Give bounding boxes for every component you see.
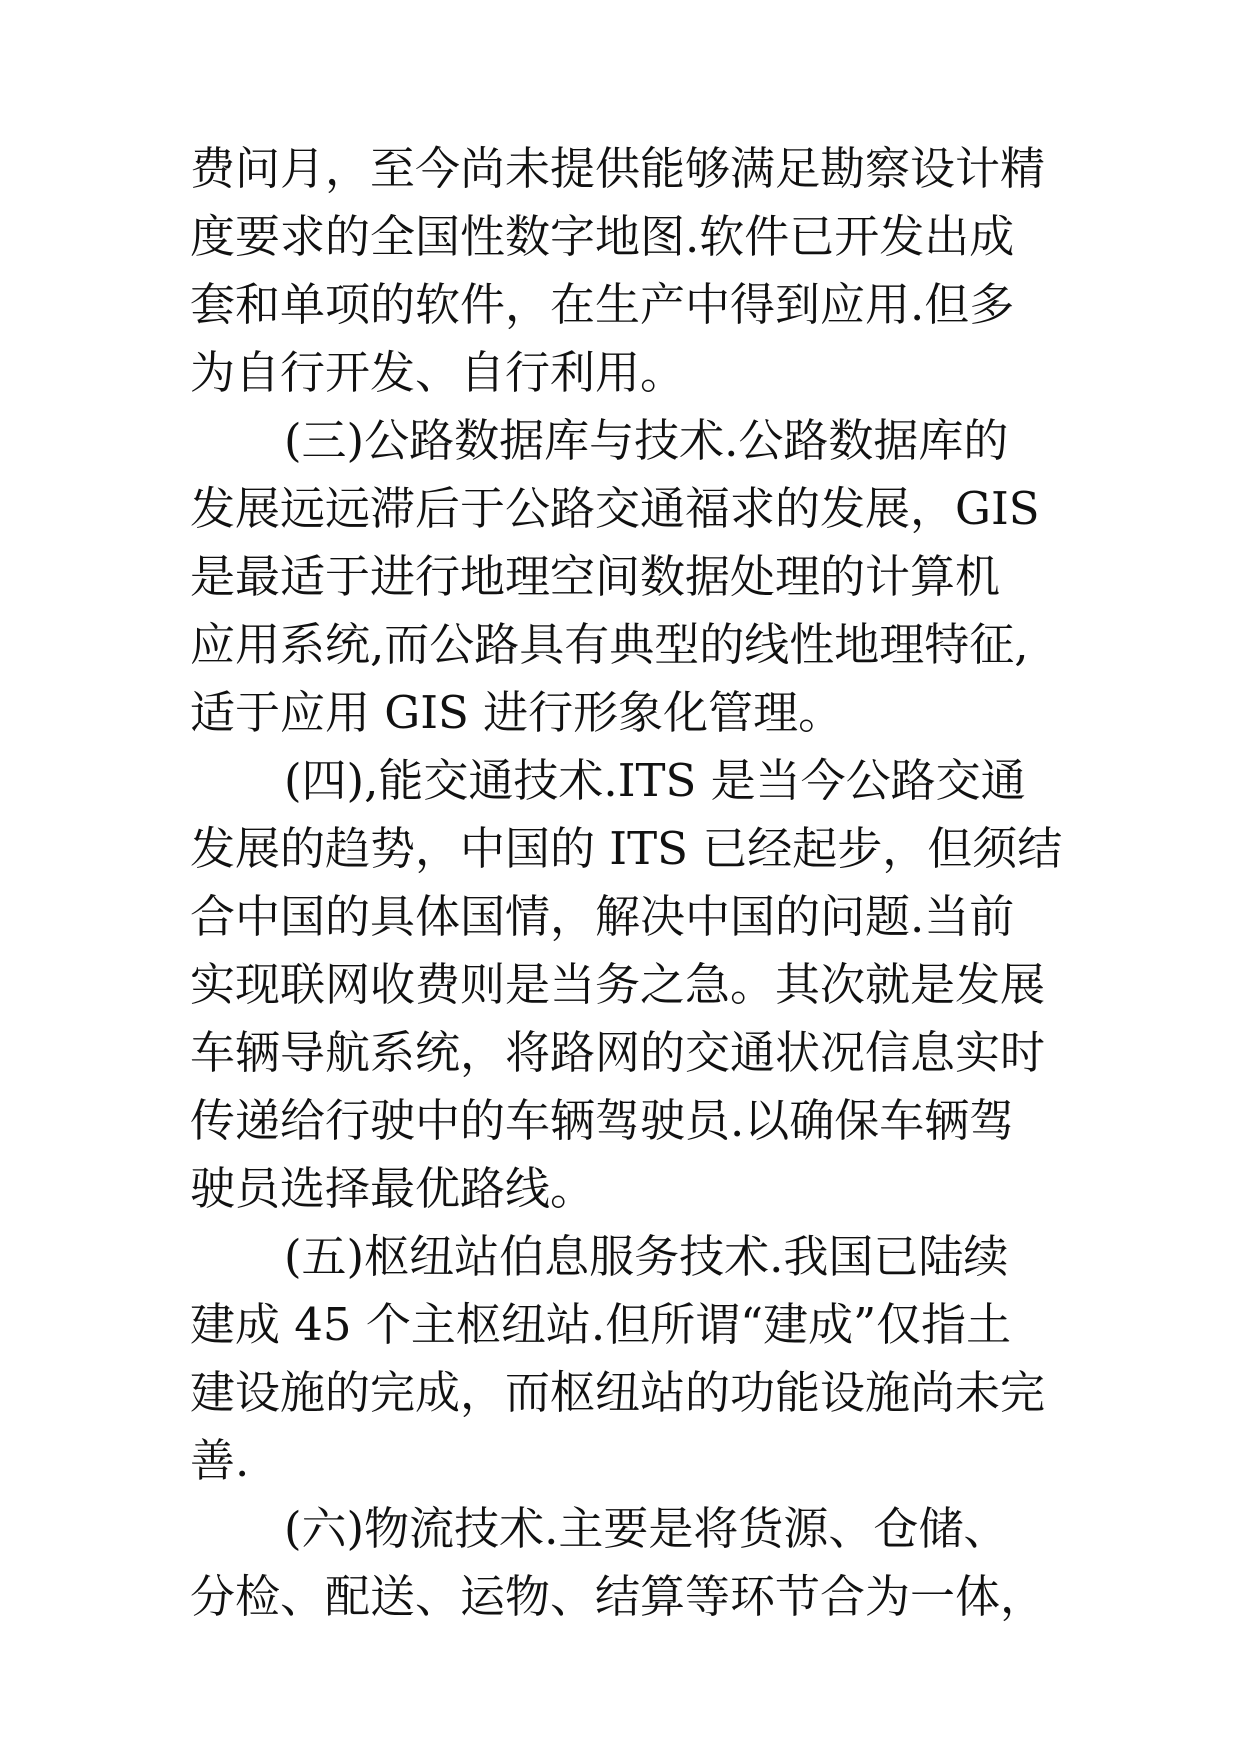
text-line: 度要求的全国性数字地图.软件已开发出成 xyxy=(190,210,1015,263)
text-line: 驶员选择最优路线。 xyxy=(190,1162,596,1215)
text-line: 发展的趋势，中国的 ITS 已经起步，但须结 xyxy=(190,822,1063,875)
text-line: 建设施的完成，而枢纽站的功能设施尚未完 xyxy=(190,1366,1046,1419)
paragraph-start-line: (五)枢纽站伯息服务技术.我国已陆续 xyxy=(284,1230,1009,1283)
text-line: 应用系统,而公路具有典型的线性地理特征, xyxy=(190,618,1029,671)
text-line: 善. xyxy=(190,1434,250,1487)
paragraph-start-line: (三)公路数据库与技术.公路数据库的 xyxy=(284,414,1009,467)
text-line: 为自行开发、自行利用。 xyxy=(190,346,686,399)
text-line: 分检、配送、运物、结算等环节合为一体， xyxy=(190,1570,1046,1623)
text-line: 适于应用 GIS 进行形象化管理。 xyxy=(190,686,844,739)
text-line: 合中国的具体国情，解决中国的问题.当前 xyxy=(190,890,1015,943)
text-line: 实现联网收费则是当务之急。其次就是发展 xyxy=(190,958,1046,1011)
text-line: 建成 45 个主枢纽站.但所谓“建成”仅指土 xyxy=(190,1298,1012,1351)
paragraph-start-line: (六)物流技术.主要是将货源、仓储、 xyxy=(284,1502,1009,1555)
text-line: 传递给行驶中的车辆驾驶员.以确保车辆驾 xyxy=(190,1094,1015,1147)
text-line: 费问月，至今尚未提供能够满足勘察设计精 xyxy=(190,142,1046,195)
paragraph-start-line: (四),能交通技术.ITS 是当今公路交通 xyxy=(284,754,1026,807)
text-line: 发展远远滞后于公路交通福求的发展，GIS xyxy=(190,482,1040,535)
text-line: 是最适于进行地理空间数据处理的计算机 xyxy=(190,550,1001,603)
text-line: 套和单项的软件，在生产中得到应用.但多 xyxy=(190,278,1015,331)
text-line: 车辆导航系统，将路网的交通状况信息实时 xyxy=(190,1026,1046,1079)
